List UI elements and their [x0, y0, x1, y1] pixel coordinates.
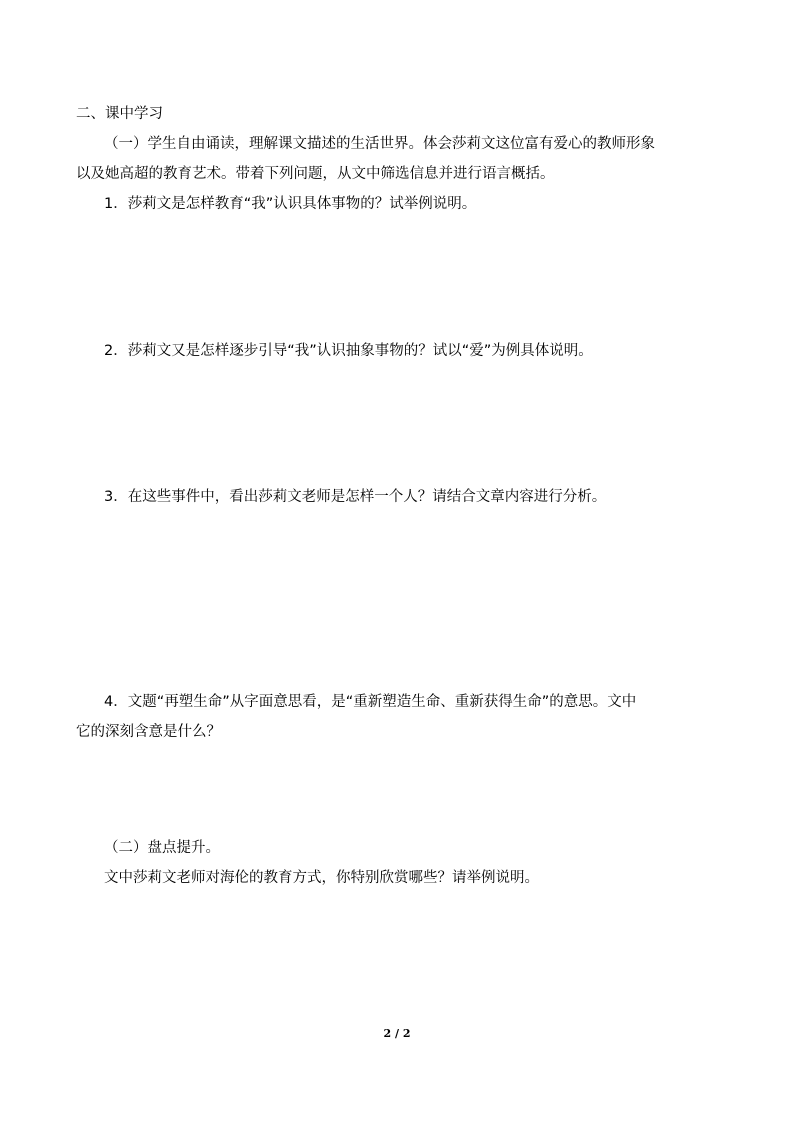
question-4-line-1: 4．文题“再塑生命”从字面意思看，是“重新塑造生命、重新获得生命”的意思。文中 — [104, 694, 637, 710]
part1-intro-line-1: （一）学生自由诵读，理解课文描述的生活世界。体会莎莉文这位富有爱心的教师形象 — [104, 136, 655, 152]
part1-intro-line-2: 以及她高超的教育艺术。带着下列问题，从文中筛选信息并进行语言概括。 — [76, 166, 555, 182]
section-heading: 二、课中学习 — [76, 106, 163, 122]
question-4-line-2: 它的深刻含意是什么？ — [76, 724, 221, 740]
question-3: 3．在这些事件中，看出莎莉文老师是怎样一个人？请结合文章内容进行分析。 — [104, 489, 607, 505]
question-1: 1．莎莉文是怎样教育“我”认识具体事物的？试举例说明。 — [104, 196, 477, 212]
part2-heading: （二）盘点提升。 — [104, 840, 220, 856]
part2-question: 文中莎莉文老师对海伦的教育方式，你特别欣赏哪些？请举例说明。 — [104, 870, 539, 886]
question-2: 2．莎莉文又是怎样逐步引导“我”认识抽象事物的？试以“爱”为例具体说明。 — [104, 343, 593, 359]
page-number: 2 / 2 — [383, 1027, 411, 1040]
